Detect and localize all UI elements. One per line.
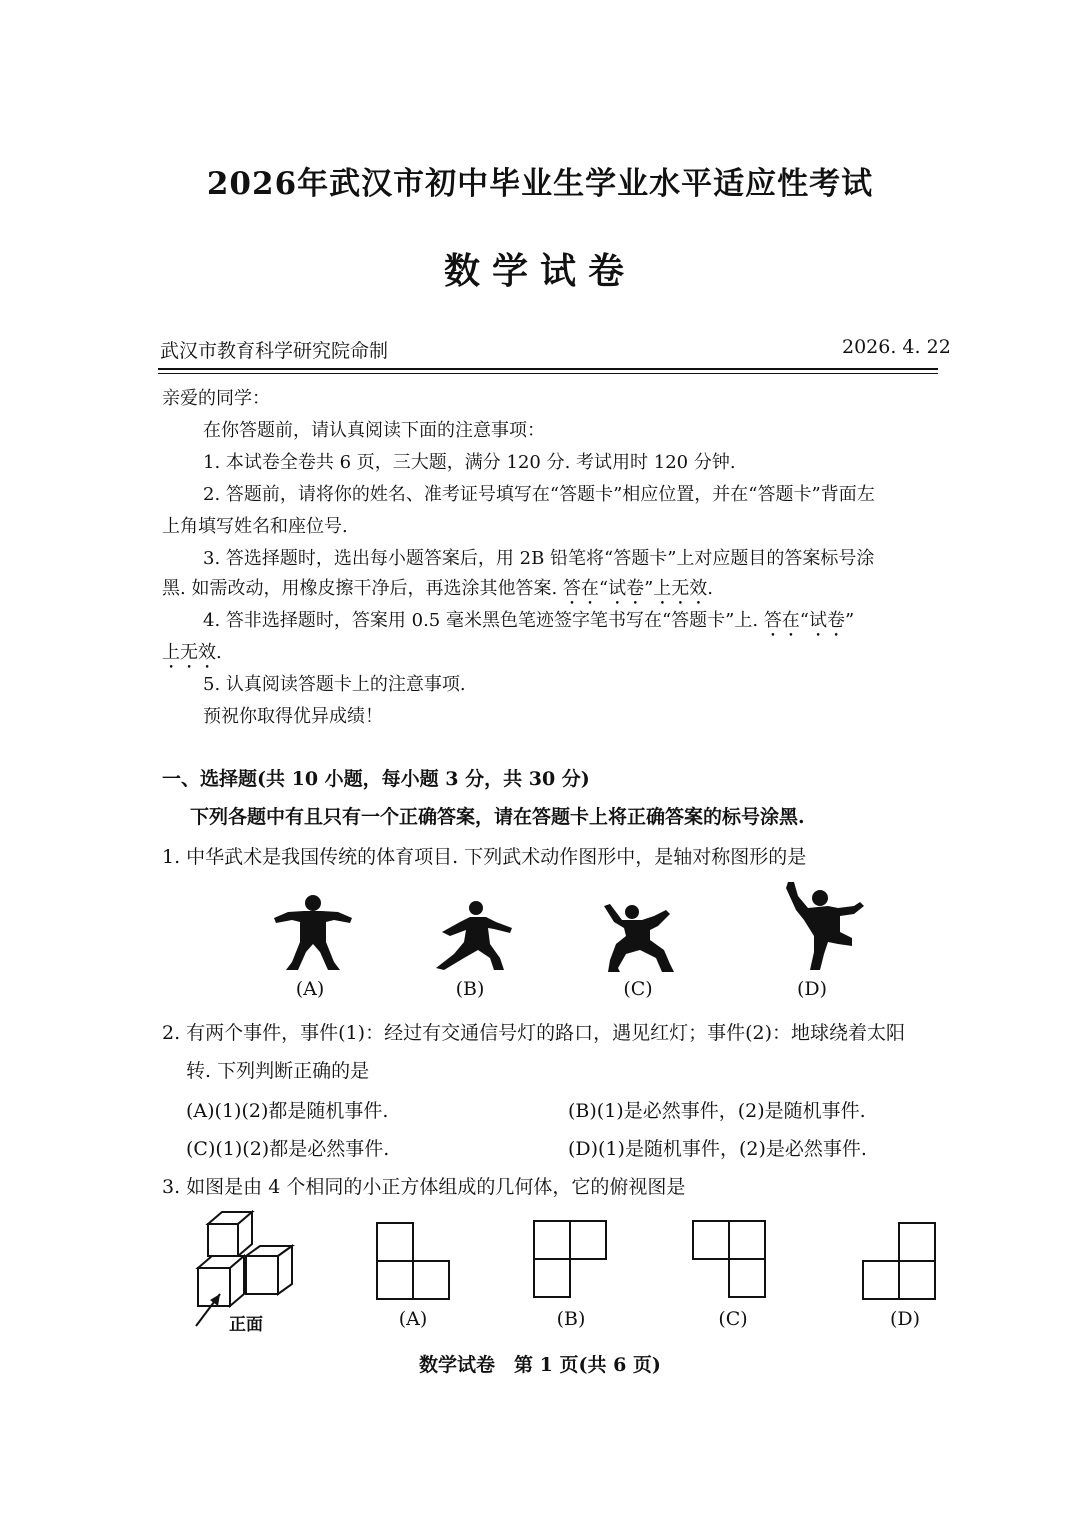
q2-option-d[interactable]: (D)(1)是随机事件，(2)是必然事件. — [568, 1138, 867, 1160]
notice-item-3a: 3. 答选择题时，选出每小题答案后，用 2B 铅笔将“答题卡”上对应题目的答案标号涂 — [203, 548, 875, 569]
notice-item-2a: 2. 答题前，请将你的姓名、准考证号填写在“答题卡”相应位置，并在“答题卡”背面左 — [203, 484, 875, 505]
notice-item-5: 5. 认真阅读答题卡上的注意事项. — [203, 674, 466, 695]
page-footer: 数学试卷 第 1 页(共 6 页) — [419, 1354, 661, 1376]
notice-item-3-end: . — [707, 578, 714, 599]
q3-option-d-label: (D) — [889, 1308, 921, 1330]
q2-option-b[interactable]: (B)(1)是必然事件，(2)是随机事件. — [568, 1100, 866, 1122]
notice-item-3-emphasis: 答在“试卷”上无效 — [562, 578, 708, 599]
notice-greeting: 亲爱的同学： — [162, 388, 270, 409]
q2-option-c[interactable]: (C)(1)(2)都是必然事件. — [186, 1138, 390, 1160]
notice-item-4a — [203, 606, 854, 641]
top-view-a[interactable] — [376, 1222, 450, 1302]
notice-item-4a-text: 4. 答非选择题时，答案用 0.5 毫米黑色笔迹签字笔书写在“答题卡”上. — [203, 610, 764, 631]
notice-item-1: 1. 本试卷全卷共 6 页，三大题，满分 120 分. 考试用时 120 分钟. — [203, 452, 736, 473]
front-label: 正面 — [229, 1315, 263, 1335]
question-2-stem-a: 2. 有两个事件，事件(1)：经过有交通信号灯的路口，遇见红灯；事件(2)：地球绕着太阳 — [162, 1022, 905, 1044]
exam-title: 2026年武汉市初中毕业生学业水平适应性考试 — [206, 166, 874, 202]
header-rule-thin — [158, 373, 938, 374]
top-view-c[interactable] — [692, 1220, 766, 1300]
wushu-figure-b[interactable] — [430, 898, 518, 974]
q1-option-a-label: (A) — [295, 978, 325, 1000]
section-instruction: 下列各题中有且只有一个正确答案，请在答题卡上将正确答案的标号涂黑. — [190, 806, 805, 828]
notice-intro: 在你答题前，请认真阅读下面的注意事项： — [203, 420, 545, 441]
publisher: 武汉市教育科学研究院命制 — [160, 340, 389, 362]
section-heading: 一、选择题(共 10 小题，每小题 3 分，共 30 分) — [162, 768, 590, 790]
wushu-figure-d[interactable] — [780, 880, 870, 972]
notice-item-2b: 上角填写姓名和座位号. — [162, 516, 348, 537]
q1-option-b-label: (B) — [455, 978, 485, 1000]
notice-item-3b-text: 黑. 如需改动，用橡皮擦干净后，再选涂其他答案. — [162, 578, 563, 599]
top-view-d[interactable] — [862, 1222, 936, 1302]
q3-option-a-label: (A) — [398, 1308, 428, 1330]
q2-option-a[interactable]: (A)(1)(2)都是随机事件. — [186, 1100, 389, 1122]
notice-item-4-emphasis-1: 答在“试卷” — [763, 610, 855, 631]
notice-item-4-emphasis-2: 上无效 — [162, 642, 216, 663]
wushu-figure-a[interactable] — [268, 890, 358, 974]
q1-option-c-label: (C) — [623, 978, 653, 1000]
q3-option-c-label: (C) — [718, 1308, 748, 1330]
notice-item-4b — [162, 638, 222, 673]
q1-option-d-label: (D) — [796, 978, 828, 1000]
header-rule — [158, 368, 938, 370]
question-1-stem: 1. 中华武术是我国传统的体育项目. 下列武术动作图形中，是轴对称图形的是 — [162, 846, 807, 868]
exam-date: 2026. 4. 22 — [842, 336, 951, 358]
question-3-stem: 3. 如图是由 4 个相同的小正方体组成的几何体，它的俯视图是 — [162, 1176, 686, 1198]
notice-wish: 预祝你取得优异成绩！ — [203, 706, 383, 727]
q3-option-b-label: (B) — [556, 1308, 586, 1330]
exam-subject: 数学试卷 — [443, 250, 636, 292]
top-view-b[interactable] — [533, 1220, 607, 1300]
wushu-figure-c[interactable] — [600, 898, 680, 974]
notice-item-3b — [162, 574, 713, 609]
question-2-stem-b: 转. 下列判断正确的是 — [186, 1060, 370, 1082]
notice-item-4-end: . — [216, 642, 222, 663]
